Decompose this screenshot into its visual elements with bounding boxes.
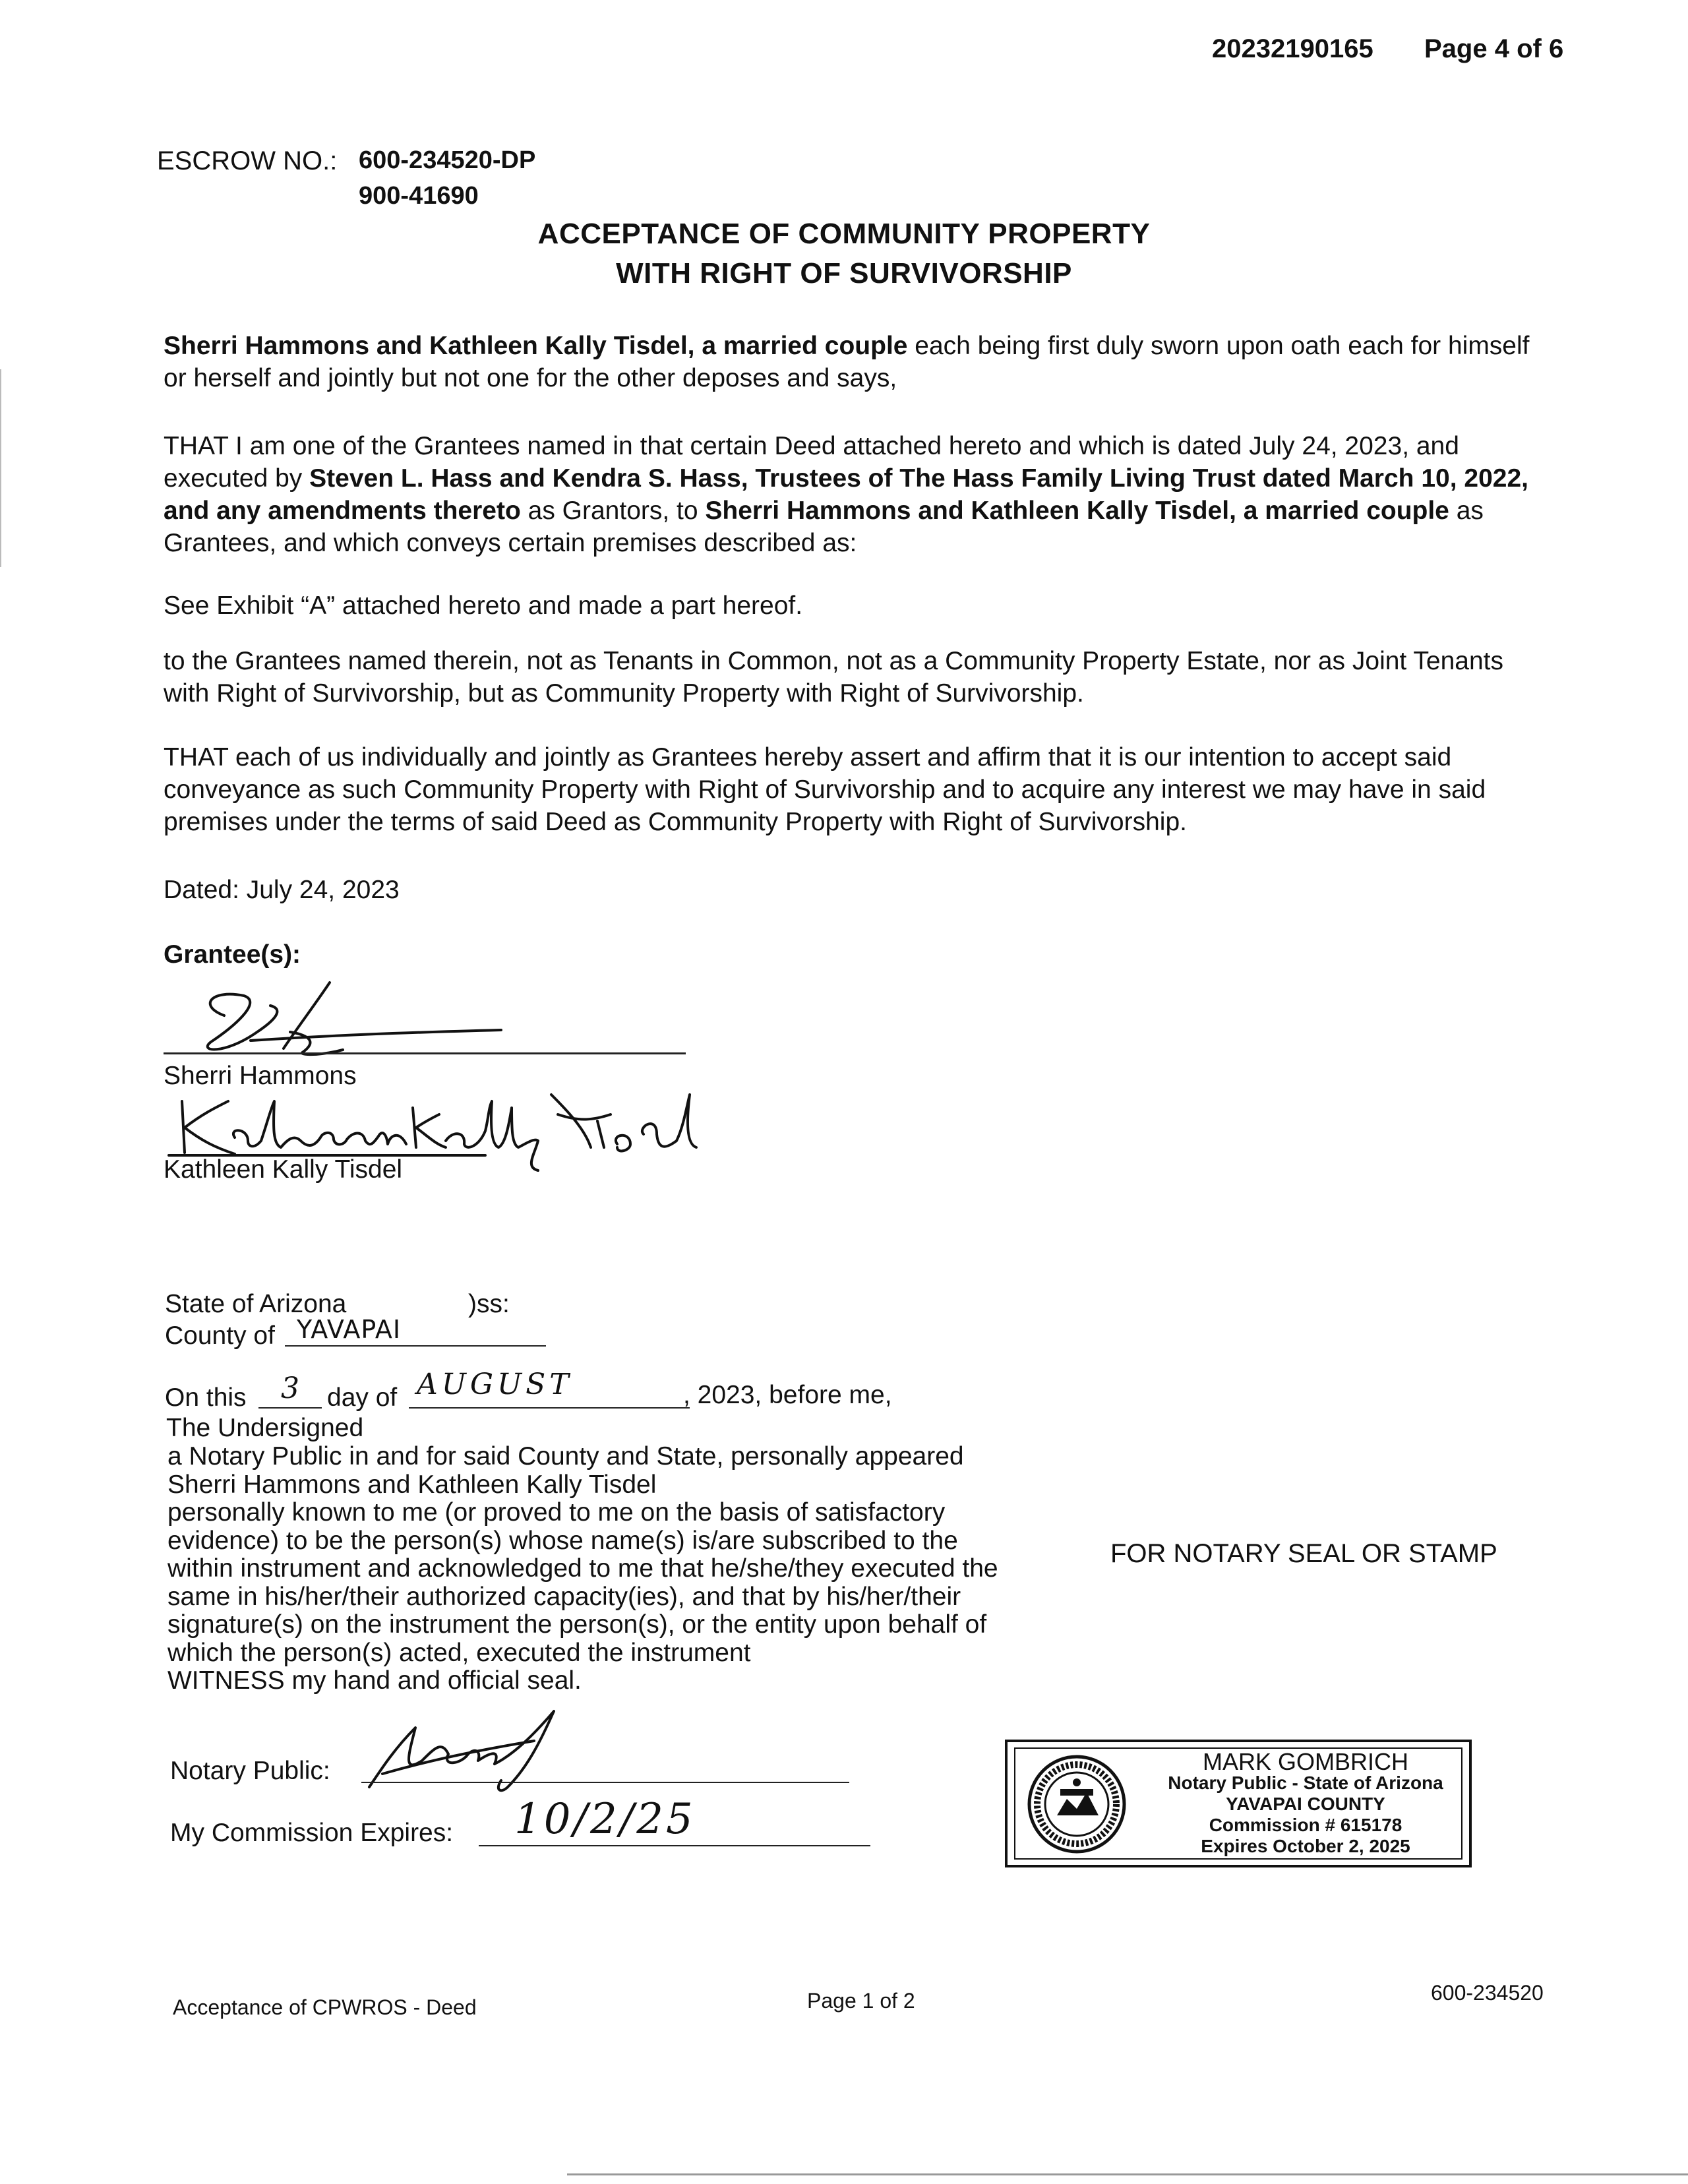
escrow-number-2: 900-41690 [359,182,479,210]
month-value: AUGUST [417,1368,573,1401]
grantee-names-bold: Sherri Hammons and Kathleen Kally Tisdel, a married couple [164,332,908,360]
scan-edge-left [0,369,1,567]
county-value: YAVAPAI [297,1315,402,1344]
paragraph-text: to the Grantees named therein, not as Tenants in Common, not as a Community Property Estate, nor as Joint Tenants with Right of Survivorship, but as Community Property with Right of Survivorship. [164,647,1503,708]
signature-line-1 [164,1052,686,1054]
commission-underline [479,1845,870,1846]
document-title-line-2: WITH RIGHT OF SURVIVORSHIP [616,257,1072,289]
notary-public-label: Notary Public: [170,1757,330,1785]
paragraph-deed [164,430,1542,559]
grantee-name-1: Sherri Hammons [164,1062,357,1090]
commission-expires-label: My Commission Expires: [170,1819,454,1847]
year-text: , 2023, before me, [683,1381,892,1409]
grantee-name-2: Kathleen Kally Tisdel [164,1155,403,1184]
stamp-frame [1014,1747,1462,1860]
stamp-line: Notary Public - State of Arizona [1168,1773,1443,1793]
notary-stamp [1005,1740,1472,1867]
notary-seal-label: FOR NOTARY SEAL OR STAMP [1110,1539,1497,1568]
notary-line: personally known to me (or proved to me on the basis of satisfactory [167,1498,946,1527]
dated-line: Dated: July 24, 2023 [164,876,400,904]
escrow-label: ESCROW NO.: [157,146,338,175]
county-underline [285,1345,546,1347]
notary-line: Sherri Hammons and Kathleen Kally Tisdel [167,1470,657,1499]
paragraph-text: as Grantors, to [520,497,706,525]
paragraph-tenancy [164,645,1542,710]
notary-signature-line [361,1782,849,1783]
paragraph-text: as Grantees, and which conveys certain premises described as: [164,497,1484,557]
document-number: 20232190165 [1212,34,1373,63]
paragraph-text: THAT each of us individually and jointly as Grantees hereby assert and affirm that it is our intention to accept said conveyance as such Community Property with Right of Survivorship and to acquire any interest we may have in said premises under the terms of said Deed as Community Property with Right of Survivorship. [164,743,1486,836]
commission-expires-value: 10/2/25 [514,1795,696,1844]
stamp-line: YAVAPAI COUNTY [1226,1794,1385,1814]
paragraph-text: each being first duly sworn upon oath each for himself or herself and jointly but not one for the other deposes and says, [164,332,1530,392]
paragraph-grantees-sworn [164,330,1542,394]
escrow-number-1: 600-234520-DP [359,146,536,174]
grantees-label: Grantee(s): [164,940,301,969]
scan-edge-bottom [567,2173,1688,2175]
paragraph-text: THAT I am one of the Grantees named in that certain Deed attached hereto and which is dated July 24, 2023, and executed by [164,432,1459,493]
notary-line: which the person(s) acted, executed the instrument [167,1638,751,1667]
document-title-line-1: ACCEPTANCE OF COMMUNITY PROPERTY [537,218,1151,250]
stamp-text-block [1154,1748,1457,1857]
footer-left: Acceptance of CPWROS - Deed [173,1995,477,2019]
notary-acknowledgment [167,1443,1077,1695]
month-underline [409,1407,690,1409]
grantee-names-bold: Sherri Hammons and Kathleen Kally Tisdel, a married couple [705,497,1449,525]
notary-line: same in his/her/their authorized capacity(ies), and that by his/her/their [167,1582,961,1611]
stamp-line: Commission # 615178 [1209,1815,1402,1835]
state-seal-icon [1021,1753,1133,1856]
ss-marker: )ss: [468,1290,510,1318]
stamp-line: Expires October 2, 2025 [1201,1836,1410,1856]
day-of-label: day of [327,1383,398,1412]
on-this-label: On this [165,1383,247,1412]
undersigned-text: The Undersigned [166,1414,364,1442]
day-value: 3 [281,1372,299,1405]
notary-line: a Notary Public in and for said County and State, personally appeared [167,1442,964,1471]
paragraph-exhibit [164,590,1542,622]
paragraph-affirmation [164,741,1542,838]
notary-line: WITNESS my hand and official seal. [167,1666,582,1695]
signature-notary [343,1701,593,1800]
state-line: State of Arizona [165,1290,347,1318]
footer-center: Page 1 of 2 [807,1989,915,2013]
notary-line: signature(s) on the instrument the person(s), or the entity upon behalf of [167,1610,987,1639]
day-underline [258,1407,322,1409]
notary-line: evidence) to be the person(s) whose name(s) is/are subscribed to the [167,1526,958,1555]
paragraph-text: See Exhibit “A” attached hereto and made a part hereof. [164,592,803,620]
page-label: Page 4 of 6 [1424,34,1564,63]
grantor-names-bold: Steven L. Hass and Kendra S. Hass, Trustees of The Hass Family Living Trust dated March 10, 2022, and any amendments thereto [164,464,1528,525]
notary-line: within instrument and acknowledged to me that he/she/they executed the [167,1554,998,1583]
footer-right: 600-234520 [1431,1981,1544,2005]
county-label: County of [165,1321,275,1350]
stamp-name: MARK GOMBRICH [1202,1748,1408,1775]
